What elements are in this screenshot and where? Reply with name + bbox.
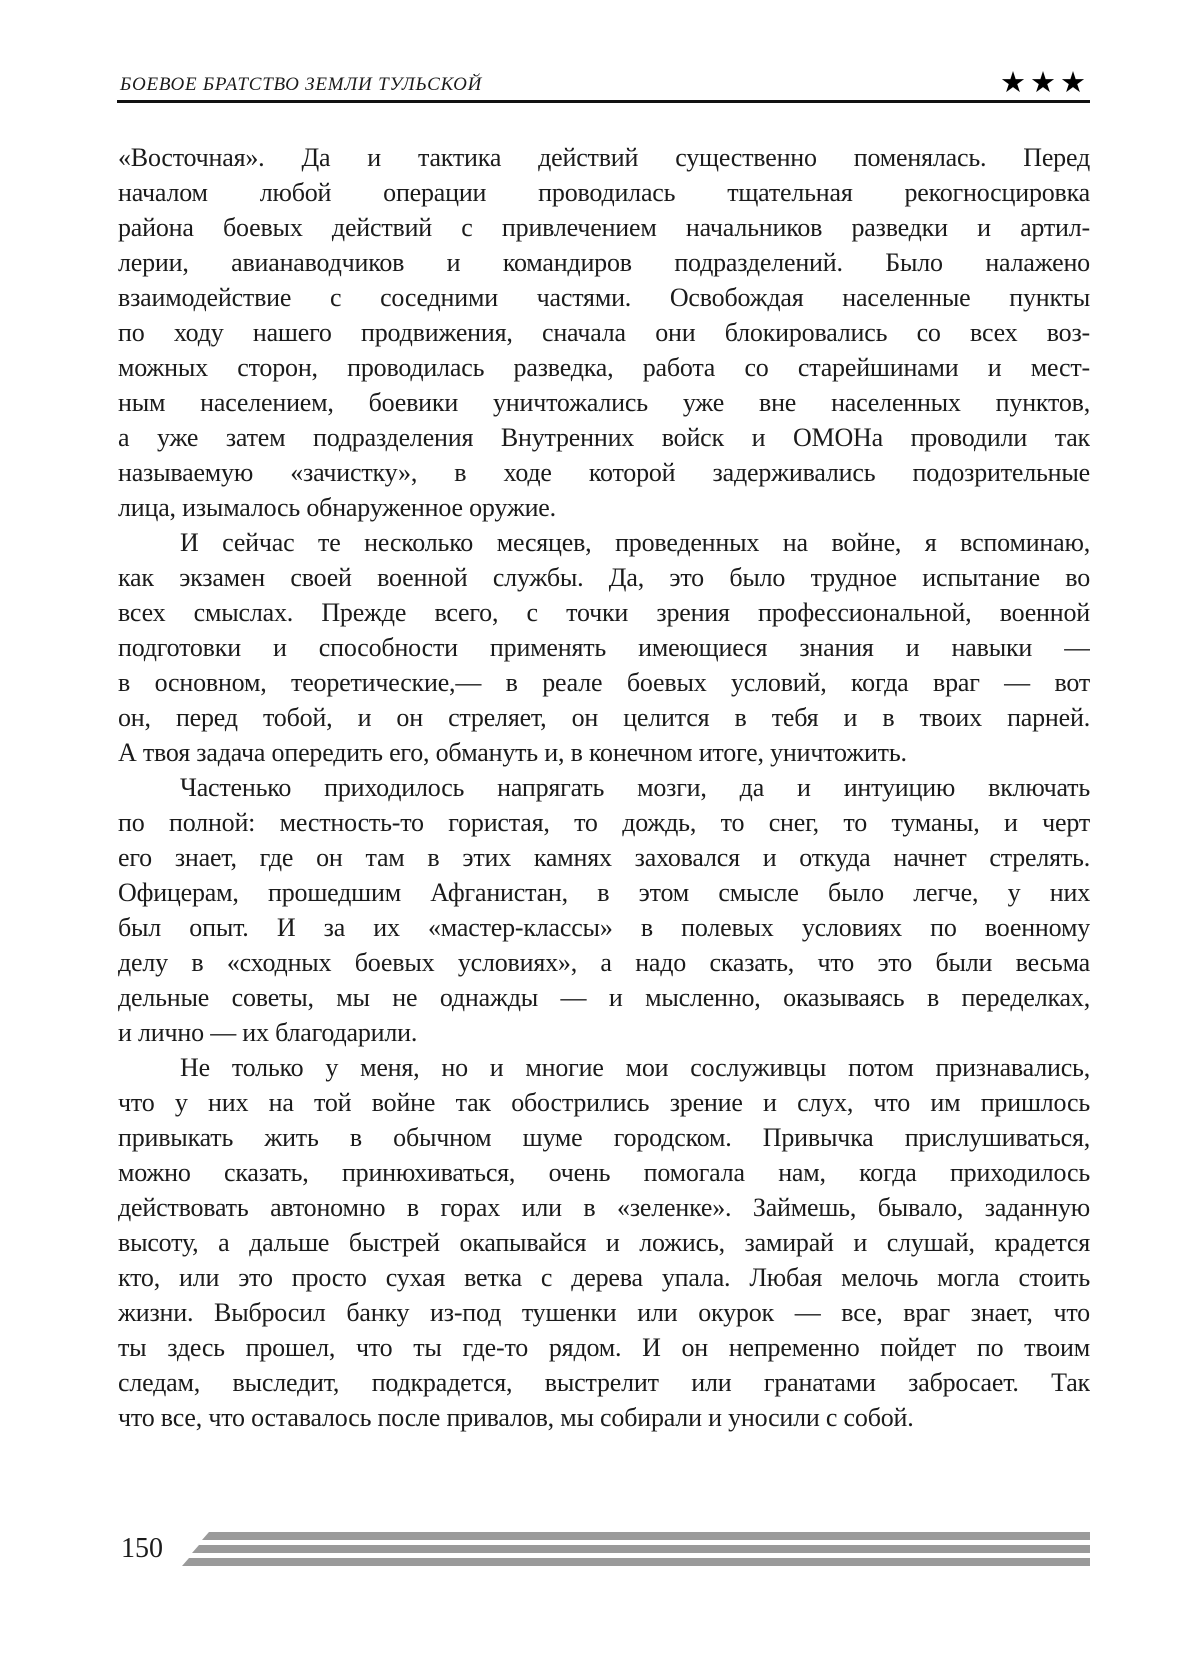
body-line: Частенько приходилось напрягать мозги, да и интуицию включать [180, 773, 1090, 802]
body-text [118, 140, 1090, 1435]
body-line: взаимодействие с соседними частями. Освобождая населенные пункты [118, 283, 1090, 312]
body-line: был опыт. И за их «мастер-классы» в полевых условиях по военному [118, 913, 1090, 942]
page-number: 150 [121, 1533, 163, 1564]
stars-ornament-icon: ★★★ [1000, 67, 1090, 99]
body-line: следам, выследит, подкрадется, выстрелит или гранатами забросает. Так [118, 1368, 1090, 1397]
body-line: лерии, авианаводчиков и командиров подразделений. Было налажено [118, 248, 1090, 277]
body-line: ным населением, боевики уничтожались уже вне населенных пунктов, [118, 388, 1090, 417]
body-line: началом любой операции проводилась тщательная рекогносцировка [118, 178, 1090, 207]
body-line: называемую «зачистку», в ходе которой задерживались подозрительные [118, 458, 1090, 487]
running-title: БОЕВОЕ БРАТСТВО ЗЕМЛИ ТУЛЬСКОЙ [120, 74, 483, 95]
body-line: что все, что оставалось после привалов, мы собирали и уносили с собой. [118, 1403, 914, 1432]
page-header [118, 62, 1090, 99]
header-rule [117, 100, 1090, 103]
body-line: делу в «сходных боевых условиях», а надо сказать, что это были весьма [118, 948, 1090, 977]
body-line: высоту, а дальше быстрей окапывайся и ложись, замирай и слушай, крадется [118, 1228, 1090, 1257]
body-line: подготовки и способности применять имеющиеся знания и навыки — [118, 633, 1090, 662]
body-line: А твоя задача опередить его, обмануть и, в конечном итоге, уничтожить. [118, 738, 907, 767]
body-line: его знает, где он там в этих камнях заховался и откуда начнет стрелять. [118, 843, 1090, 872]
body-line: по ходу нашего продвижения, сначала они блокировались со всех воз- [118, 318, 1090, 347]
body-line: а уже затем подразделения Внутренних войск и ОМОНа проводили так [118, 423, 1090, 452]
body-line: можных сторон, проводилась разведка, работа со старейшинами и мест- [118, 353, 1090, 382]
body-line: что у них на той войне так обострились зрение и слух, что им пришлось [118, 1088, 1090, 1117]
body-line: лица, изымалось обнаруженное оружие. [118, 493, 556, 522]
body-line: всех смыслах. Прежде всего, с точки зрения профессиональной, военной [118, 598, 1090, 627]
body-line: Офицерам, прошедшим Афганистан, в этом смысле было легче, у них [118, 878, 1090, 907]
footer-stripe [192, 1545, 1090, 1553]
body-line: И сейчас те несколько месяцев, проведенных на войне, я вспоминаю, [180, 528, 1090, 557]
body-line: дельные советы, мы не однажды — и мысленно, оказываясь в переделках, [118, 983, 1090, 1012]
body-line: кто, или это просто сухая ветка с дерева упала. Любая мелочь могла стоить [118, 1263, 1090, 1292]
footer-stripe [202, 1532, 1090, 1540]
body-line: привыкать жить в обычном шуме городском. Привычка прислушиваться, [118, 1123, 1090, 1152]
body-line: ты здесь прошел, что ты где-то рядом. И он непременно пойдет по твоим [118, 1333, 1090, 1362]
footer-stripe [182, 1558, 1090, 1566]
body-line: Не только у меня, но и многие мои сослуживцы потом признавались, [180, 1053, 1090, 1082]
body-line: по полной: местность-то гористая, то дождь, то снег, то туманы, и черт [118, 808, 1090, 837]
body-line: он, перед тобой, и он стреляет, он целится в тебя и в твоих парней. [118, 703, 1090, 732]
body-line: «Восточная». Да и тактика действий существенно поменялась. Перед [118, 143, 1090, 172]
body-line: как экзамен своей военной службы. Да, это было трудное испытание во [118, 563, 1090, 592]
body-line: района боевых действий с привлечением начальников разведки и артил- [118, 213, 1090, 242]
body-line: в основном, теоретические,— в реале боевых условий, когда враг — вот [118, 668, 1090, 697]
body-line: можно сказать, принюхиваться, очень помогала нам, когда приходилось [118, 1158, 1090, 1187]
body-line: жизни. Выбросил банку из-под тушенки или окурок — все, враг знает, что [118, 1298, 1090, 1327]
body-line: и лично — их благодарили. [118, 1018, 418, 1047]
body-line: действовать автономно в горах или в «зеленке». Займешь, бывало, заданную [118, 1193, 1090, 1222]
